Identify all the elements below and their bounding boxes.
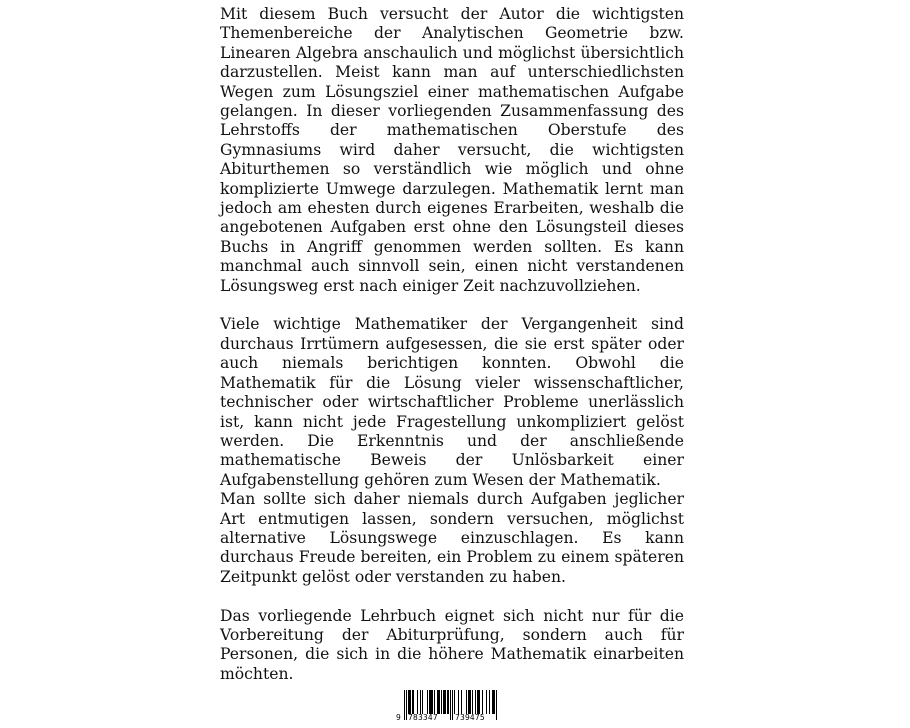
barcode-bar: [417, 690, 418, 714]
barcode-guard-bar: [496, 690, 497, 720]
barcode-bar: [477, 690, 478, 714]
barcode-bar: [493, 690, 494, 714]
barcode-guard-bar: [452, 690, 453, 720]
blurb-text: [220, 5, 684, 684]
barcode-bar: [422, 690, 423, 714]
barcode-guard-bar: [404, 690, 405, 720]
paragraph-audience: Das vorliegende Lehrbuch eignet sich nicht nur für die Vorbereitung der Abiturprüfung, sondern auch für Personen, die sich in die höhere Mathematik einarbeiten möchten.: [220, 606, 684, 683]
barcode-bar: [420, 690, 421, 714]
barcode-bar: [479, 690, 480, 714]
barcode-bar: [468, 690, 469, 714]
paragraph-encouragement: Man sollte sich daher niemals durch Aufgaben jeglicher Art entmutigen lassen, sondern versuchen, möglichst alternative Lösungswege einzuschlagen. Es kann durchaus Freude bereiten, ein Problem zu einem späteren Zeitpunkt gelöst oder verstanden zu haben.: [220, 490, 684, 586]
barcode-bar: [434, 690, 435, 714]
barcode-bar: [441, 690, 442, 714]
barcode-right-digits: 739475: [455, 713, 485, 722]
barcode-bar: [438, 690, 439, 714]
barcode-bar: [454, 690, 455, 714]
barcode-bar: [482, 690, 483, 714]
barcode-bar: [427, 690, 428, 714]
barcode-bar: [475, 690, 476, 714]
barcode-bar: [466, 690, 467, 714]
barcode-bar: [470, 690, 471, 714]
barcode-bar: [408, 690, 409, 714]
barcode-bar: [486, 690, 487, 714]
barcode-bar: [437, 690, 438, 714]
barcode-bar: [445, 690, 446, 714]
barcode-bar: [413, 690, 414, 714]
barcode-bar: [478, 690, 479, 714]
barcode-bar: [443, 690, 444, 714]
barcode-bar: [429, 690, 430, 714]
barcode-bar: [494, 690, 495, 714]
paragraph-intro: Mit diesem Buch versucht der Autor die wichtigsten Themenbereiche der Analytischen Geometrie bzw. Linearen Algebra anschaulich und möglichst übersichtlich darzustellen. Meist kann man auf unterschiedlichsten Wegen zum Lösungsziel einer mathematischen Aufgabe gelangen. In dieser vorliegenden Zusammenfassung des Lehrstoffs der mathematischen Oberstufe des Gymnasiums wird daher versucht, die wichtigsten Abiturthemen so verständlich wie möglich und ohne komplizierte Umwege darzulegen. Mathematik lernt man jedoch am ehesten durch eigenes Erarbeiten, weshalb die angebotenen Aufgaben erst ohne den Lösungsteil dieses Buchs in Angriff genommen werden sollten. Es kann manchmal auch sinnvoll sein, einen nicht verstandenen Lösungsweg erst nach einiger Zeit nachzuvollziehen.: [220, 5, 684, 295]
barcode-bar: [431, 690, 432, 714]
barcode-bar: [444, 690, 445, 714]
barcode-guard-bar: [406, 690, 407, 720]
barcode-bar: [472, 690, 473, 714]
paragraph-spacer: [220, 296, 684, 315]
barcode-bar: [447, 690, 448, 714]
barcode-lead-digit: 9: [396, 713, 401, 722]
barcode-bar: [430, 690, 431, 714]
barcode-bar: [412, 690, 413, 714]
barcode-bar: [410, 690, 411, 714]
barcode-bar: [469, 690, 470, 714]
barcode-guard-bar: [450, 690, 451, 720]
barcode-bar: [489, 690, 490, 714]
paragraph-spacer: [220, 587, 684, 606]
barcode-bar: [461, 690, 462, 714]
isbn-barcode: [398, 690, 498, 724]
barcode-bar: [492, 690, 493, 714]
paragraph-mathematicians: Viele wichtige Mathematiker der Vergangenheit sind durchaus Irrtümern aufgesessen, die sie erst später oder auch niemals berichtigen konnten. Obwohl die Mathematik für die Lösung vieler wissenschaftlicher, technischer oder wirtschaftlicher Probleme unerlässlich ist, kann nicht jede Fragestellung unkompliziert gelöst werden. Die Erkenntnis und der anschließende mathematische Beweis der Unlösbarkeit einer Aufgabenstellung gehören zum Wesen der Mathematik.: [220, 315, 684, 489]
barcode-bar: [448, 690, 449, 714]
barcode-bar: [458, 690, 459, 714]
barcode-bar: [439, 690, 440, 714]
barcode-left-digits: 783347: [408, 713, 438, 722]
barcode-bar: [409, 690, 410, 714]
barcode-bar: [432, 690, 433, 714]
